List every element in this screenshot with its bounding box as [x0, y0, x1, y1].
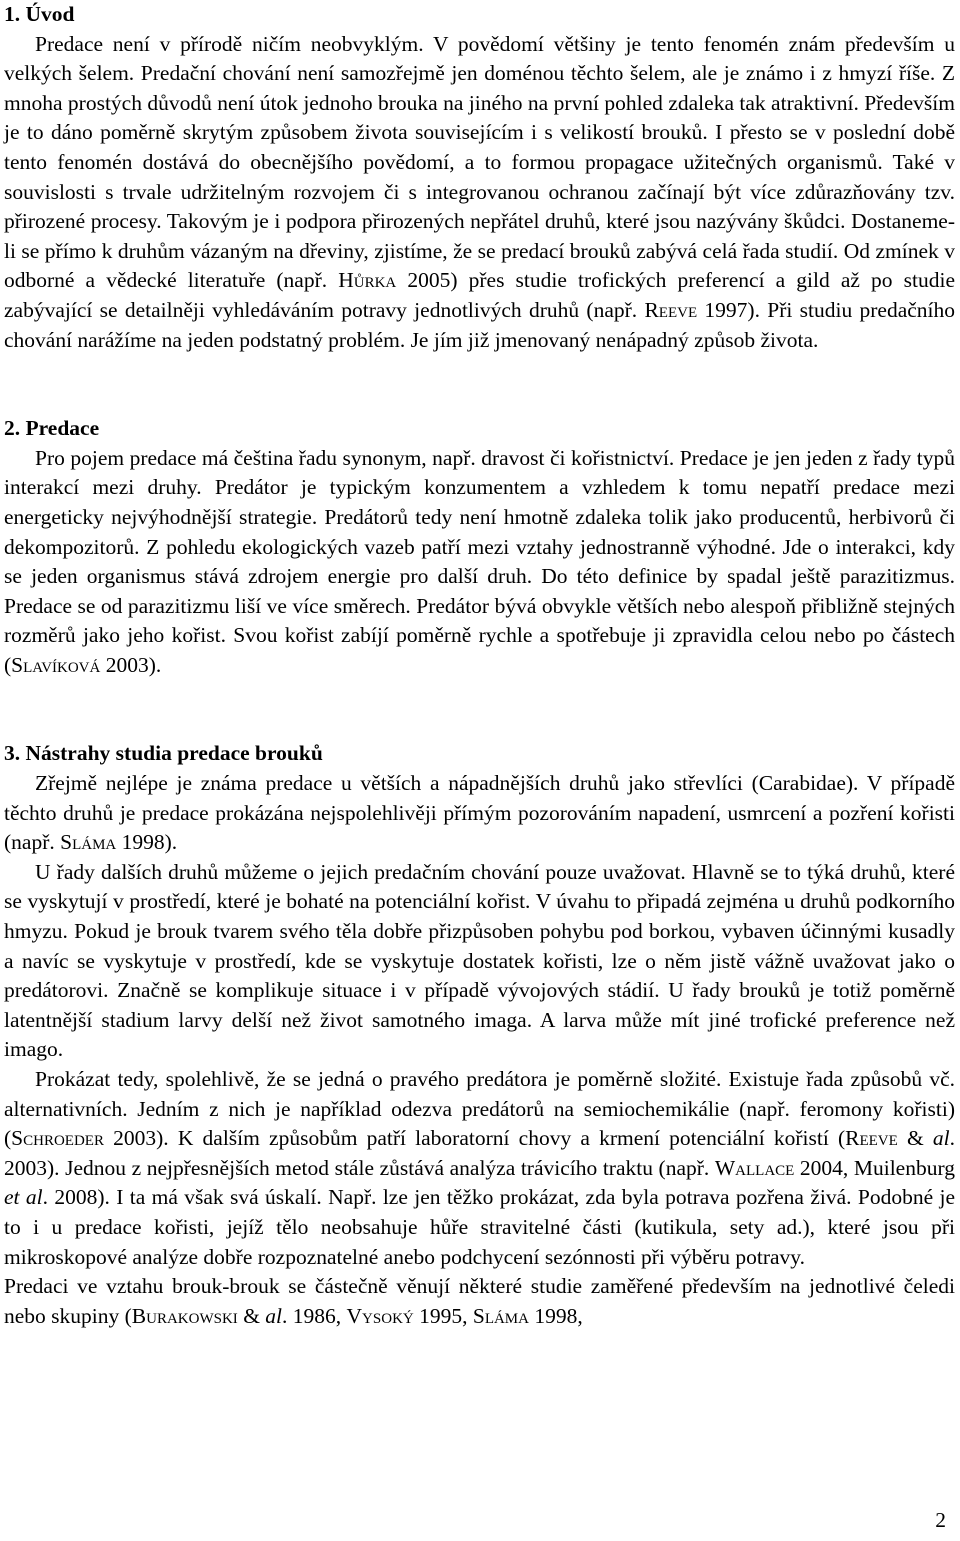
paragraph-text: . 2008). I ta má však svá úskalí. Např. lze jen těžko prokázat, zda byla potrava pozřena živá. Podobné je to i u predace kořisti, jejíž tělo neobsahuje hůře stravitelné části (kutikula, sety ad.), které jsou při mikroskopové analýze dobře rozpoznatelné anebo podchycení sezónnosti při výběru potravy. [4, 1185, 955, 1269]
paragraph-text: & [897, 1126, 933, 1151]
paragraph-text: 1998, [528, 1303, 583, 1328]
section-gap [4, 355, 955, 414]
paragraph-text: 1997). Při studiu predačního chování narážíme na jeden podstatný problém. Je jím již jmenovaný nenápadný způsob života. [4, 297, 955, 352]
paragraph-text: Pro pojem predace má čeština řadu synonym, např. dravost či kořistnictví. Predace je jen jeden z řady typů interakcí mezi druhy. Predátor je typickým konzumentem a vzhledem k tomu nepatří predace mezi energeticky nejvýhodnější strategie. Predátorů tedy není hmotně zdaleka tolik jako producentů, herbivorů či dekompozitorů. Z pohledu ekologických vazeb patří mezi vztahy jednostranně výhodné. Jde o interakci, kdy se jeden organismus stává zdrojem energie pro další druh. Do této definice by spadal ještě parazitizmus. Predace se od parazitizmu liší ve více směrech. Predátor bývá obvykle větších nebo alespoň přibližně stejných rozměrů jako jeho kořist. Svou kořist zabíjí poměrně rychle a spotřebuje ji zpravidla celou nebo po částech ( [4, 445, 955, 677]
paragraph-text: 2003). K dalším způsobům patří laboratorní chovy a krmení potenciální kořistí ( [103, 1126, 846, 1151]
author-citation: Reeve [845, 1126, 898, 1151]
paragraph [4, 1272, 955, 1331]
author-citation: Hůrka [338, 268, 397, 293]
paragraph-text: U řady dalších druhů můžeme o jejich predačním chování pouze uvažovat. Hlavně se to týká druhů, které se vyskytují v prostředí, které je bohaté na potenciální kořist. V úvahu to připadá zejména u druhů podkorního hmyzu. Pokud je brouk tvarem svého těla dobře přizpůsoben pohybu pod borkou, vybaven účinnými kusadly a navíc se vyskytuje v prostředí, kde se vyskytuje dostatek kořisti, lze o něm jistě vážně uvažovat jako o predátorovi. Značně se komplikuje situace i v případě vývojových stádií. U řady brouků je totiž poměrně latentnější stadium larvy delší než život samotného imaga. A larva může mít jiné trofické preference než imago. [4, 859, 955, 1062]
section-heading-nastrahy: 3. Nástrahy studia predace brouků [4, 741, 323, 766]
italic-text: et al [4, 1185, 43, 1210]
author-citation: Burakowski [131, 1303, 238, 1328]
italic-text: al [932, 1126, 950, 1151]
section-heading-uvod: 1. Úvod [4, 2, 75, 26]
italic-text: al [265, 1303, 283, 1328]
page-number: 2 [935, 1508, 946, 1532]
paragraph [4, 769, 955, 858]
paragraph [4, 1065, 955, 1272]
paragraph-text: 2004, Muilenburg [794, 1155, 955, 1180]
section-gap [4, 680, 955, 739]
author-citation: Sláma [472, 1303, 529, 1328]
paragraph-text: Zřejmě nejlépe je známa predace u větších a nápadnějších druhů jako střevlíci (Carabidae). V případě těchto druhů je predace prokázána nejspolehlivěji přímým pozorováním napadení, usmrcení a pozření kořisti (např. [4, 771, 955, 855]
paragraph [4, 444, 955, 681]
paragraph-text: . 1986, [282, 1303, 347, 1328]
paragraph-text: 2003). [100, 652, 162, 677]
paragraph-text: 1998). [116, 830, 178, 855]
author-citation: Schroeder [11, 1126, 104, 1151]
author-citation: Slavíková [11, 652, 101, 677]
paragraph-text: Predaci ve vztahu brouk-brouk se částečně věnují některé studie zaměřené především na jednotlivé čeledi nebo skupiny ( [4, 1274, 955, 1328]
paragraph-text: & [237, 1303, 266, 1328]
author-citation: Wallace [714, 1155, 795, 1180]
paragraph [4, 30, 955, 356]
section-heading-predace: 2. Predace [4, 416, 100, 441]
author-citation: Vysoký [346, 1303, 414, 1328]
author-citation: Reeve [644, 297, 698, 322]
author-citation: Sláma [60, 830, 117, 855]
paragraph-text: Predace není v přírodě ničím neobvyklým. V povědomí většiny je tento fenomén znám především u velkých šelem. Predační chování není samozřejmě jen doménou těchto šelem, ale je známo i z hmyzí říše. Z mnoha prostých důvodů není útok jednoho brouka na jiného na první pohled zdaleka tak atraktivní. Především je to dáno poměrně skrytým způsobem života souvisejícím i s velikostí brouků. I přesto se v poslední době tento fenomén dostává do obecnějšího povědomí, a to formou propagace užitečných organismů. Také v souvislosti s trvale udržitelným rozvojem či s integrovanou ochranou začínají být více zdůrazňovány tzv. přirozené procesy. Takovým je i podpora přirozených nepřátel druhů, které jsou nazývány škůdci. Dostaneme-li se přímo k druhům vázaným na dřeviny, zjistíme, že se predací brouků zabývá celá řada studií. Od zmínek v odborné a vědecké literatuře (např. [4, 31, 955, 293]
paragraph-text: . 2003). Jednou z nejpřesnějších metod stále zůstává analýza trávicího traktu (např. [4, 1126, 955, 1180]
paragraph-text: 1995, [413, 1303, 473, 1328]
document-page [4, 0, 955, 1331]
paragraph-text: Prokázat tedy, spolehlivě, že se jedná o pravého predátora je poměrně složité. Existuje řada způsobů vč. alternativních. Jedním z nich je například odezva predátorů na semiochemikálie (např. feromony kořisti) ( [4, 1067, 955, 1151]
paragraph-text: 2005) přes studie trofických preferencí a gild až po studie zabývající se detailněji vyhledáváním potravy jednotlivých druhů (např. [4, 268, 955, 322]
paragraph [4, 858, 955, 1065]
